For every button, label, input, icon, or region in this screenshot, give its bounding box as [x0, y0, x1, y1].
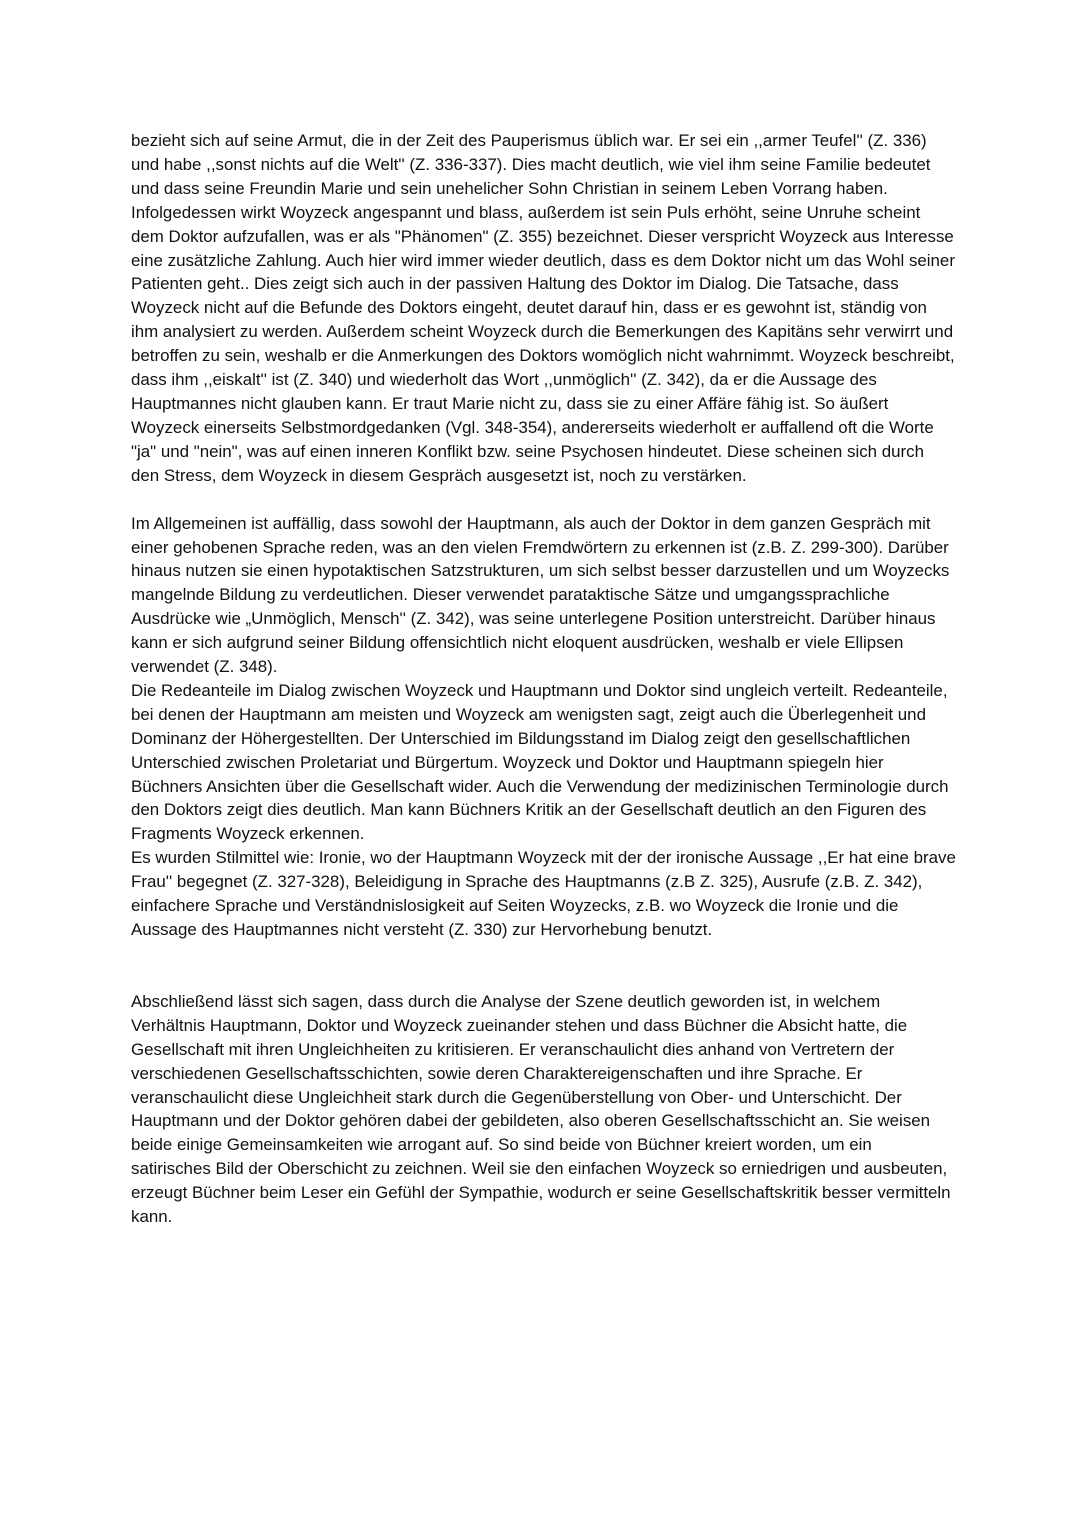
paragraph-spacer — [131, 488, 956, 512]
paragraph-language-analysis: Im Allgemeinen ist auffällig, dass sowohl der Hauptmann, als auch der Doktor in dem ganzen Gespräch mit einer gehobenen Sprache reden, was an den vielen Fremdwörtern zu erkennen ist (z.B. Z. 299-300). Darüber hinaus nutzen sie einen hypotaktischen Satzstrukturen, um sich selbst besser darzustellen und um Woyzecks mangelnde Bildung zu verdeutlichen. Dieser verwendet parataktische Sätze und umgangssprachliche Ausdrücke wie „Unmöglich, Mensch'' (Z. 342), was seine unterlegene Position unterstreicht. Darüber hinaus kann er sich aufgrund seiner Bildung offensichtlich nicht eloquent ausdrücken, weshalb er viele Ellipsen verwendet (Z. 348). — [131, 513, 950, 677]
paragraph-stylistic-devices: Es wurden Stilmittel wie: Ironie, wo der Hauptmann Woyzeck mit der der ironische Aussage ,,Er hat eine brave Frau'' begegnet (Z. 327-328), Beleidigung in Sprache des Hauptmanns (z.B Z. 325), Ausrufe (z.B. Z. 342), einfachere Sprache und Verständnislosigkeit auf Seiten Woyzecks, z.B. wo Woyzeck die Ironie und die Aussage des Hauptmannes nicht versteht (Z. 330) zur Hervorhebung benutzt. — [131, 848, 956, 939]
document-page — [131, 129, 956, 1229]
paragraph-poverty-analysis: bezieht sich auf seine Armut, die in der Zeit des Pauperismus üblich war. Er sei ein ,,armer Teufel'' (Z. 336) und habe ,,sonst nichts auf die Welt'' (Z. 336-337). Dies macht deutlich, wie viel ihm seine Familie bedeutet und dass seine Freundin Marie und sein unehelicher Sohn Christian in seinem Leben Vorrang haben. Infolgedessen wirkt Woyzeck angespannt und blass, außerdem ist sein Puls erhöht, seine Unruhe scheint dem Doktor aufzufallen, was er als "Phänomen" (Z. 355) bezeichnet. Dieser verspricht Woyzeck aus Interesse eine zusätzliche Zahlung. Auch hier wird immer wieder deutlich, dass es dem Doktor nicht um das Wohl seiner Patienten geht.. Dies zeigt sich auch in der passiven Haltung des Doktor im Dialog. Die Tatsache, dass Woyzeck nicht auf die Befunde des Doktors eingeht, deutet darauf hin, dass er es gewohnt ist, ständig von ihm analysiert zu werden. Außerdem scheint Woyzeck durch die Bemerkungen des Kapitäns sehr verwirrt und betroffen zu sein, weshalb er die Anmerkungen des Doktors womöglich nicht wahrnimmt. Woyzeck beschreibt, dass ihm ,,eiskalt'' ist (Z. 340) und wiederholt das Wort ,,unmöglich'' (Z. 342), da er die Aussage des Hauptmannes nicht glauben kann. Er traut Marie nicht zu, dass sie zu einer Affäre fähig ist. So äußert Woyzeck einerseits Selbstmordgedanken (Vgl. 348-354), andererseits wiederholt er auffallend oft die Worte "ja" und "nein", was auf einen inneren Konflikt bzw. seine Psychosen hindeutet. Diese scheinen sich durch den Stress, dem Woyzeck in diesem Gespräch ausgesetzt ist, noch zu verstärken. — [131, 131, 955, 485]
paragraph-conclusion: Abschließend lässt sich sagen, dass durch die Analyse der Szene deutlich geworden ist, in welchem Verhältnis Hauptmann, Doktor und Woyzeck zueinander stehen und dass Büchner die Absicht hatte, die Gesellschaft mit ihren Ungleichheiten zu kritisieren. Er veranschaulicht dies anhand von Vertretern der verschiedenen Gesellschaftsschichten, sowie deren Charaktereigenschaften und ihre Sprache. Er veranschaulicht diese Ungleichheit stark durch die Gegenüberstellung von Ober- und Unterschicht. Der Hauptmann und der Doktor gehören dabei der gebildeten, also oberen Gesellschaftsschicht an. Sie weisen beide einige Gemeinsamkeiten wie arrogant auf. So sind beide von Büchner kreiert worden, um ein satirisches Bild der Oberschicht zu zeichnen. Weil sie den einfachen Woyzeck so erniedrigen und ausbeuten, erzeugt Büchner beim Leser ein Gefühl der Sympathie, wodurch er seine Gesellschaftskritik besser vermitteln kann. — [131, 991, 951, 1227]
paragraph-spacer — [131, 942, 956, 990]
paragraph-speech-shares: Die Redeanteile im Dialog zwischen Woyzeck und Hauptmann und Doktor sind ungleich verteilt. Redeanteile, bei denen der Hauptmann am meisten und Woyzeck am wenigsten sagt, zeigt auch die Überlegenheit und Dominanz der Höhergestellten. Der Unterschied im Bildungsstand im Dialog zeigt den gesellschaftlichen Unterschied zwischen Proletariat und Bürgertum. Woyzeck und Doktor und Hauptmann spiegeln hier Büchners Ansichten über die Gesellschaft wider. Auch die Verwendung der medizinischen Terminologie durch den Doktors zeigt dies deutlich. Man kann Büchners Kritik an der Gesellschaft deutlich an den Figuren des Fragments Woyzeck erkennen. — [131, 680, 949, 844]
